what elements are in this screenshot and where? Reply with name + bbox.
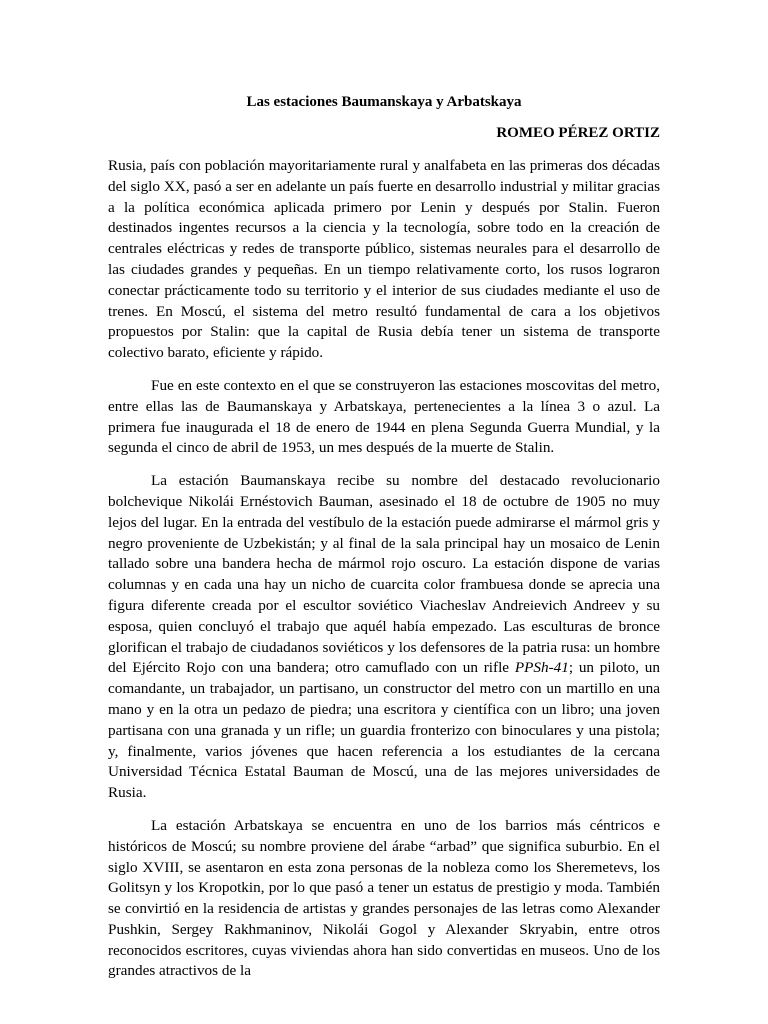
paragraph-baumanskaya-part1: La estación Baumanskaya recibe su nombre del destacado revolucionario bolchevique Nikolái Ernéstovich Bauman, asesinado el 18 de octubre de 1905 no muy lejos del lugar. En la entrada del vestíbulo de la estación puede admirarse el mármol gris y negro proveniente de Uzbekistán; y al final de la sala principal hay un mosaico de Lenin tallado sobre una bandera hecha de mármol rojo oscuro. La estación dispone de varias columnas y en cada una hay un nicho de cuarcita color frambuesa donde se aprecia una figura diferente creada por el escultor soviético Viacheslav Andreievich Andreev y su esposa, quien concluyó el trabajo que aquél había empezado. Las esculturas de bronce glorifican el trabajo de ciudadanos soviéticos y los defensores de la patria rusa: un hombre del Ejército Rojo con una bandera; otro camuflado con un rifle bbox=[108, 472, 660, 677]
rifle-model-emphasis: PPSh-41 bbox=[514, 659, 569, 677]
document-body bbox=[108, 156, 660, 994]
paragraph-intro: Rusia, país con población mayoritariamente rural y analfabeta en las primeras dos décadas del siglo XX, pasó a ser en adelante un país fuerte en desarrollo industrial y militar gracias a la política económica aplicada primero por Lenin y después por Stalin. Fueron destinados ingentes recursos a la ciencia y la tecnología, sobre todo en la creación de centrales eléctricas y redes de transporte público, sistemas neurales para el desarrollo de las ciudades grandes y pequeñas. En un tiempo relativamente corto, los rusos lograron conectar prácticamente todo su territorio y el interior de sus ciudades mediante el uso de trenes. En Moscú, el sistema del metro resultó fundamental de cara a los objetivos propuestos por Stalin: que la capital de Rusia debía tener un sistema de transporte colectivo barato, eficiente y rápido. bbox=[108, 157, 660, 362]
paragraph-arbatskaya: La estación Arbatskaya se encuentra en uno de los barrios más céntricos e históricos de Moscú; su nombre proviene del árabe “arbad” que significa suburbio. En el siglo XVIII, se asentaron en esta zona personas de la nobleza como los Sheremetevs, los Golitsyn y los Kropotkin, por lo que pasó a tener un estatus de prestigio y moda. También se convirtió en la residencia de artistas y grandes personajes de las letras como Alexander Pushkin, Sergey Rakhmaninov, Nikolái Gogol y Alexander Skryabin, entre otros reconocidos escritores, cuyas viviendas ahora han sido convertidas en museos. Uno de los grandes atractivos de la bbox=[108, 816, 660, 980]
author-name: ROMEO PÉREZ ORTIZ bbox=[496, 125, 660, 141]
paragraph-baumanskaya-part2: ; un piloto, un comandante, un trabajador, un partisano, un constructor del metro con un martillo en una mano y en la otra un pedazo de piedra; una escritora y científica con un libro; una joven partisana con una granada y un rifle; un guardia fronterizo con binoculares y una pistola; y, finalmente, varios jóvenes que hacen referencia a los estudiantes de la cercana Universidad Técnica Estatal Bauman de Moscú, una de las mejores universidades de Rusia. bbox=[108, 659, 660, 802]
paragraph-baumanskaya bbox=[108, 471, 660, 804]
paragraph-context: Fue en este contexto en el que se construyeron las estaciones moscovitas del metro, entre ellas las de Baumanskaya y Arbatskaya, pertenecientes a la línea 3 o azul. La primera fue inaugurada el 18 de enero de 1944 en plena Segunda Guerra Mundial, y la segunda el cinco de abril de 1953, un mes después de la muerte de Stalin. bbox=[108, 376, 660, 457]
document-title: Las estaciones Baumanskaya y Arbatskaya bbox=[246, 94, 522, 110]
